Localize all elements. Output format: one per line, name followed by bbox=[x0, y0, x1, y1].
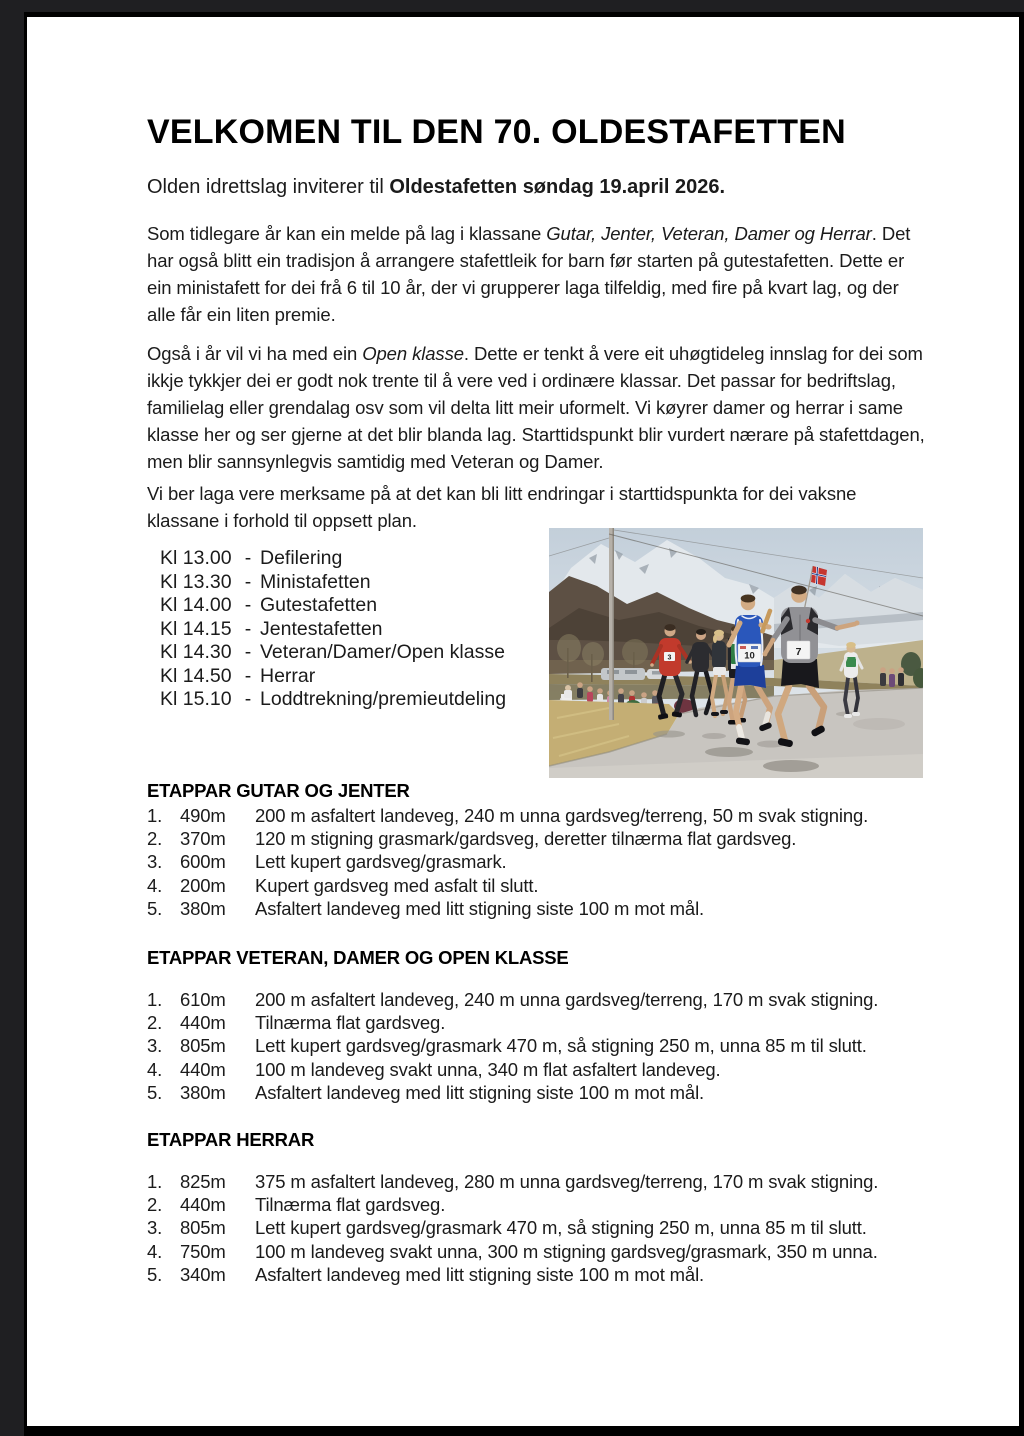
legs-list-veteran-damer-open bbox=[147, 988, 957, 1105]
schedule-time: Kl 15.10 bbox=[160, 688, 232, 710]
leg-distance: 610m bbox=[180, 988, 226, 1010]
leg-row bbox=[147, 1081, 957, 1104]
leg-distance: 750m bbox=[180, 1240, 226, 1262]
race-photo bbox=[549, 528, 923, 778]
schedule-time: Kl 13.30 bbox=[160, 570, 232, 593]
legs-list-herrar bbox=[147, 1170, 957, 1287]
leg-row bbox=[147, 827, 957, 850]
schedule-separator: - bbox=[244, 617, 252, 640]
leg-distance: 340m bbox=[180, 1264, 226, 1286]
bib-number-3: 3 bbox=[667, 654, 672, 662]
schedule-label: Gutestafetten bbox=[260, 594, 378, 616]
leg-distance: 440m bbox=[180, 1011, 226, 1033]
leg-row bbox=[147, 1058, 957, 1081]
leg-row bbox=[147, 1011, 957, 1034]
paragraph-italic: Open klasse bbox=[362, 343, 464, 364]
paragraph-text: . Det har også blitt ein tradisjon å arrangere stafettleik for barn før starten på gutestafetten. Dette er ein ministafett for dei frå 6 til 10 år, der vi grupperer laga tilfeldig, med fire på kvart lag, og der alle får ein liten premie. bbox=[147, 223, 911, 325]
leg-description: 200 m asfaltert landeveg, 240 m unna gardsveg/terreng, 170 m svak stigning. bbox=[255, 988, 879, 1010]
leg-number: 5. bbox=[147, 1082, 163, 1104]
schedule-label: Ministafetten bbox=[260, 570, 371, 593]
schedule-time: Kl 14.15 bbox=[160, 617, 232, 640]
leg-description: Asfaltert landeveg med litt stigning siste 100 m mot mål. bbox=[255, 1264, 705, 1286]
leg-description: 200 m asfaltert landeveg, 240 m unna gardsveg/terreng, 50 m svak stigning. bbox=[255, 804, 869, 826]
leg-number: 1. bbox=[147, 1170, 163, 1192]
schedule-time: Kl 14.00 bbox=[160, 594, 232, 616]
leg-number: 5. bbox=[147, 1264, 163, 1286]
leg-distance: 825m bbox=[180, 1170, 226, 1192]
leg-row bbox=[147, 1263, 957, 1286]
paragraph-text: . Dette er tenkt å vere eit uhøgtideleg innslag for dei som ikkje tykkjer dei er godt nok trente til å vere ved i ordinære klassar. Det passar for bedriftslag, familielag eller grendalag osv som vil delta litt meir uformelt. Vi køyrer damer og herrar i same klasse her og ser gjerne at det blir blanda lag. Starttidspunkt blir vurdert nærare på stafettdagen, men blir sannsynlegvis samtidig med Veteran og Damer. bbox=[147, 343, 925, 472]
leg-distance: 805m bbox=[180, 1217, 226, 1239]
paragraph-text: Som tidlegare år kan ein melde på lag i klassane bbox=[147, 223, 547, 244]
leg-number: 3. bbox=[147, 1217, 163, 1239]
power-pole bbox=[609, 528, 614, 720]
legs-list-gutar-jenter bbox=[147, 804, 957, 921]
leg-description: Lett kupert gardsveg/grasmark 470 m, så stigning 250 m, unna 85 m til slutt. bbox=[255, 1035, 867, 1057]
leg-distance: 370m bbox=[180, 827, 226, 849]
leg-number: 3. bbox=[147, 851, 163, 873]
leg-description: Tilnærma flat gardsveg. bbox=[255, 1011, 446, 1033]
leg-row bbox=[147, 1034, 957, 1057]
schedule-separator: - bbox=[244, 664, 252, 687]
schedule-separator: - bbox=[244, 594, 252, 616]
leg-distance: 490m bbox=[180, 804, 226, 826]
leg-description: Asfaltert landeveg med litt stigning siste 100 m mot mål. bbox=[255, 898, 705, 920]
body-paragraph bbox=[147, 340, 929, 475]
intro-normal: Olden idrettslag inviterer til bbox=[147, 176, 390, 198]
leg-row bbox=[147, 1216, 957, 1239]
leg-distance: 200m bbox=[180, 874, 226, 896]
leg-description: 375 m asfaltert landeveg, 280 m unna gardsveg/terreng, 170 m svak stigning. bbox=[255, 1170, 879, 1192]
schedule-separator: - bbox=[244, 641, 252, 663]
schedule-separator: - bbox=[244, 570, 252, 593]
schedule-time: Kl 14.30 bbox=[160, 641, 232, 663]
leg-row bbox=[147, 874, 957, 897]
leg-description: 100 m landeveg svakt unna, 300 m stigning gardsveg/grasmark, 350 m unna. bbox=[255, 1240, 878, 1262]
schedule-label: Loddtrekning/premieutdeling bbox=[260, 688, 507, 710]
schedule-separator: - bbox=[244, 547, 252, 569]
section-heading-herrar: ETAPPAR HERRAR bbox=[147, 1128, 315, 1150]
leg-distance: 440m bbox=[180, 1193, 226, 1215]
viewer-frame-top bbox=[0, 0, 1024, 12]
body-paragraph bbox=[147, 480, 929, 534]
schedule-time: Kl 13.00 bbox=[160, 547, 232, 569]
leg-row bbox=[147, 1170, 957, 1193]
leg-description: Tilnærma flat gardsveg. bbox=[255, 1193, 446, 1215]
leg-row bbox=[147, 988, 957, 1011]
leg-number: 2. bbox=[147, 1193, 163, 1215]
leg-row bbox=[147, 1193, 957, 1216]
leg-description: Lett kupert gardsveg/grasmark 470 m, så stigning 250 m, unna 85 m til slutt. bbox=[255, 1217, 867, 1239]
leg-number: 2. bbox=[147, 827, 163, 849]
leg-row bbox=[147, 850, 957, 873]
leg-number: 1. bbox=[147, 988, 163, 1010]
section-heading-veteran-damer-open: ETAPPAR VETERAN, DAMER OG OPEN KLASSE bbox=[147, 946, 569, 968]
leg-number: 2. bbox=[147, 1011, 163, 1033]
leg-number: 1. bbox=[147, 804, 163, 826]
leg-number: 5. bbox=[147, 898, 163, 920]
schedule-label: Veteran/Damer/Open klasse bbox=[260, 641, 505, 663]
body-paragraph bbox=[147, 220, 929, 328]
leg-description: 120 m stigning grasmark/gardsveg, deretter tilnærma flat gardsveg. bbox=[255, 827, 797, 849]
leg-description: 100 m landeveg svakt unna, 340 m flat asfaltert landeveg. bbox=[255, 1058, 721, 1080]
leg-distance: 380m bbox=[180, 1082, 226, 1104]
leg-number: 3. bbox=[147, 1035, 163, 1057]
document-page bbox=[27, 17, 1019, 1426]
schedule-separator: - bbox=[244, 688, 252, 710]
intro-bold: Oldestafetten søndag 19.april 2026. bbox=[389, 176, 726, 198]
leg-row bbox=[147, 804, 957, 827]
leg-number: 4. bbox=[147, 1240, 163, 1262]
leg-distance: 600m bbox=[180, 851, 226, 873]
leg-row bbox=[147, 897, 957, 920]
leg-description: Lett kupert gardsveg/grasmark. bbox=[255, 851, 507, 873]
intro-line bbox=[147, 174, 957, 200]
page-title: VELKOMEN TIL DEN 70. OLDESTAFETTEN bbox=[147, 113, 846, 151]
viewer-frame-left bbox=[0, 0, 24, 1436]
paragraph-text: Vi ber laga vere merksame på at det kan bli litt endringar i starttidspunkta for dei vaksne klassane i forhold til oppsett plan. bbox=[147, 483, 857, 531]
schedule-label: Defilering bbox=[260, 547, 343, 569]
leg-number: 4. bbox=[147, 874, 163, 896]
bib-number-7: 7 bbox=[795, 646, 802, 658]
leg-distance: 440m bbox=[180, 1058, 226, 1080]
leg-description: Asfaltert landeveg med litt stigning siste 100 m mot mål. bbox=[255, 1082, 705, 1104]
schedule-time: Kl 14.50 bbox=[160, 664, 232, 687]
leg-description: Kupert gardsveg med asfalt til slutt. bbox=[255, 874, 539, 896]
leg-number: 4. bbox=[147, 1058, 163, 1080]
leg-row bbox=[147, 1240, 957, 1263]
paragraph-text: Også i år vil vi ha med ein bbox=[147, 343, 363, 364]
section-heading-gutar-jenter: ETAPPAR GUTAR OG JENTER bbox=[147, 779, 410, 801]
schedule-label: Jentestafetten bbox=[260, 617, 383, 640]
leg-distance: 805m bbox=[180, 1035, 226, 1057]
bib-number-10: 10 bbox=[744, 650, 755, 662]
paragraph-italic: Gutar, Jenter, Veteran, Damer og Herrar bbox=[546, 223, 872, 244]
leg-distance: 380m bbox=[180, 898, 226, 920]
schedule-label: Herrar bbox=[260, 664, 316, 687]
